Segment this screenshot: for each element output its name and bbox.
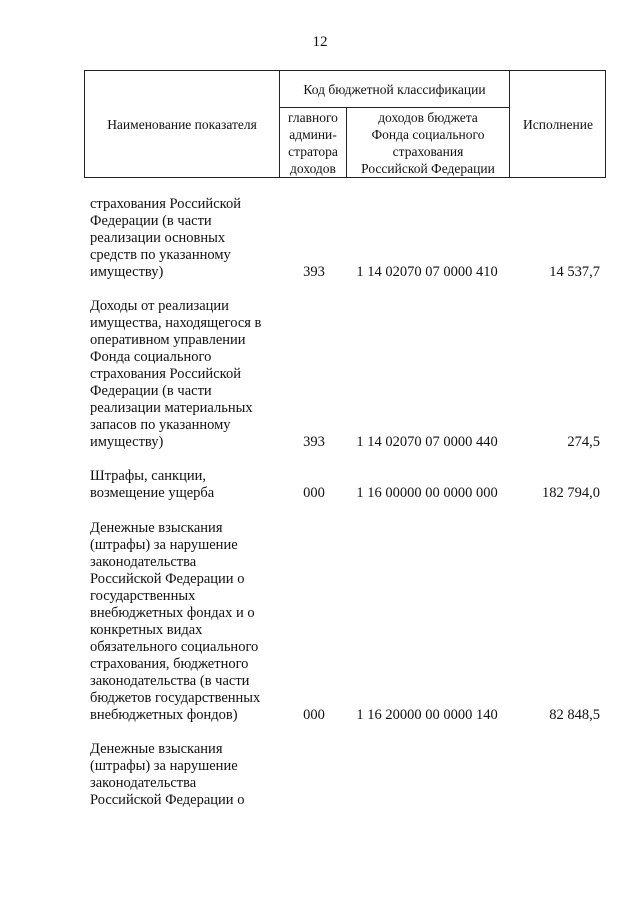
indicator-name: Доходы от реализации имущества, находящегося в оперативном управлении Фонда социального страхования Российской Федерации (в части реализации материальных запасов по указанному имуществу) (90, 298, 262, 450)
admin-code: 393 (303, 264, 325, 280)
execution-value: 274,5 (567, 434, 600, 450)
indicator-name: Штрафы, санкции, возмещение ущерба (90, 468, 215, 501)
execution-value: 82 848,5 (549, 707, 600, 723)
indicator-name: Денежные взыскания (штрафы) за нарушение законодательства Российской Федерации о (90, 741, 245, 808)
execution-header: Исполнение (523, 116, 593, 132)
indicator-name: Денежные взыскания (штрафы) за нарушение законодательства Российской Федерации о государственных внебюджетных фондах и о конкретных видах обязательного социального страхования, бюджетного законодательства (в части бюджетов государственных внебюджетных фондов) (90, 520, 261, 723)
indicator-name-header: Наименование показателя (107, 116, 257, 132)
admin-code: 000 (303, 707, 325, 723)
admin-code: 000 (303, 485, 325, 501)
budget-code-group-header: Код бюджетной классификации (303, 81, 486, 97)
revenue-code: 1 14 02070 07 0000 440 (356, 434, 498, 450)
indicator-name: страхования Российской Федерации (в части реализации основных средств по указанному имуществу) (90, 196, 241, 280)
revenue-code: 1 16 20000 00 0000 140 (356, 707, 498, 723)
admin-code: 393 (303, 434, 325, 450)
revenue-code-header: доходов бюджета Фонда социального страхования Российской Федерации (361, 109, 495, 176)
execution-value: 182 794,0 (542, 485, 600, 501)
revenue-code: 1 16 00000 00 0000 000 (356, 485, 498, 501)
admin-code-header: главного админи- стратора доходов (288, 109, 338, 176)
execution-value: 14 537,7 (549, 264, 600, 280)
table-header (84, 70, 606, 178)
page-number: 12 (312, 34, 328, 50)
revenue-code: 1 14 02070 07 0000 410 (356, 264, 498, 280)
